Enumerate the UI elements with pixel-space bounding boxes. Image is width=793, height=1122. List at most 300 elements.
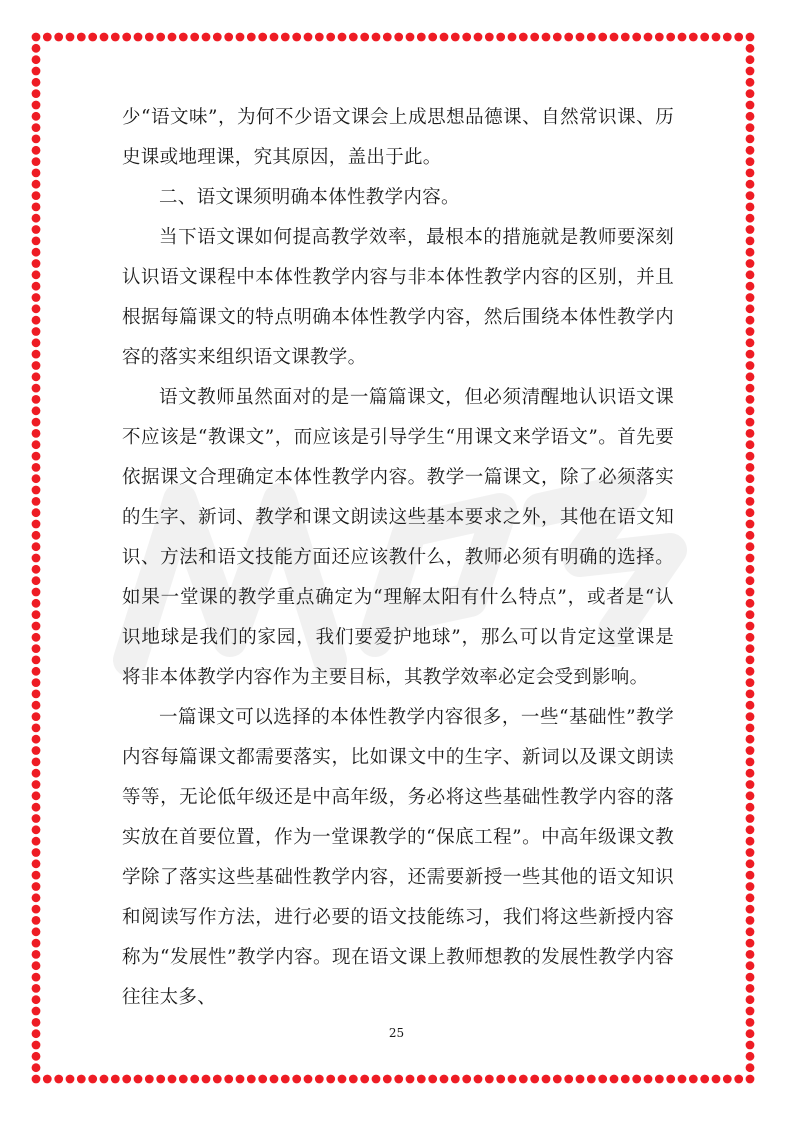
border-dot	[746, 973, 755, 982]
border-dot	[32, 372, 41, 381]
border-dot	[32, 157, 41, 166]
border-dot	[564, 33, 573, 42]
border-dot	[746, 576, 755, 585]
border-dot	[32, 327, 41, 336]
border-dot	[213, 33, 222, 42]
border-dot	[168, 33, 177, 42]
border-dot	[610, 33, 619, 42]
border-dot	[519, 1075, 528, 1084]
border-dot	[32, 769, 41, 778]
border-dot	[32, 882, 41, 891]
border-dot	[32, 361, 41, 370]
border-dot	[746, 135, 755, 144]
border-dot	[632, 33, 641, 42]
border-dot	[32, 112, 41, 121]
border-dot	[32, 588, 41, 597]
border-dot	[485, 33, 494, 42]
border-dot	[292, 1075, 301, 1084]
border-dot	[32, 735, 41, 744]
border-dot	[746, 939, 755, 948]
border-dot	[372, 1075, 381, 1084]
border-dot	[100, 1075, 109, 1084]
border-dot	[32, 497, 41, 506]
border-dot	[462, 33, 471, 42]
border-dot	[32, 259, 41, 268]
border-dot	[655, 33, 664, 42]
border-dot	[349, 1075, 358, 1084]
border-dot	[32, 463, 41, 472]
border-dot	[247, 33, 256, 42]
border-dot	[32, 803, 41, 812]
border-dot	[746, 610, 755, 619]
border-dot	[32, 927, 41, 936]
border-dot	[746, 599, 755, 608]
border-dot	[32, 565, 41, 574]
border-dot	[746, 565, 755, 574]
border-dot	[621, 33, 630, 42]
border-dot	[32, 599, 41, 608]
border-dot	[587, 1075, 596, 1084]
border-dot	[746, 225, 755, 234]
border-dot	[746, 837, 755, 846]
border-dot	[32, 814, 41, 823]
border-dot	[32, 191, 41, 200]
border-dot	[553, 33, 562, 42]
border-dot	[508, 1075, 517, 1084]
border-dot	[32, 656, 41, 665]
border-dot	[746, 791, 755, 800]
border-dot	[485, 1075, 494, 1084]
border-dot	[32, 282, 41, 291]
border-dot	[678, 33, 687, 42]
border-dot	[315, 33, 324, 42]
border-dot	[236, 33, 245, 42]
border-dot	[281, 1075, 290, 1084]
border-dot	[156, 33, 165, 42]
paragraph-1: 少“语文味”，为何不少语文课会上成思想品德课、自然常识课、历史课或地理课，究其原因，盖出于此。	[122, 107, 674, 168]
border-dot	[746, 327, 755, 336]
border-dot	[394, 33, 403, 42]
border-dot	[406, 33, 415, 42]
border-dot	[746, 656, 755, 665]
border-dot	[746, 191, 755, 200]
border-dot	[179, 1075, 188, 1084]
border-dot	[32, 644, 41, 653]
border-dot	[32, 520, 41, 529]
border-dot	[746, 882, 755, 891]
border-dot	[417, 33, 426, 42]
border-dot	[134, 33, 143, 42]
border-dot	[746, 101, 755, 110]
border-dot	[156, 1075, 165, 1084]
border-dot	[32, 531, 41, 540]
border-dot	[32, 123, 41, 132]
border-dot	[746, 452, 755, 461]
border-dot	[598, 33, 607, 42]
border-dot	[746, 338, 755, 347]
border-dot	[746, 372, 755, 381]
border-dot	[111, 33, 120, 42]
border-dot	[746, 961, 755, 970]
border-dot	[32, 712, 41, 721]
border-dot	[54, 1075, 63, 1084]
border-dot	[746, 214, 755, 223]
border-dot	[746, 33, 755, 42]
border-dot	[746, 497, 755, 506]
border-dot	[258, 1075, 267, 1084]
border-dot	[746, 814, 755, 823]
border-dot	[746, 690, 755, 699]
border-dot	[202, 33, 211, 42]
border-dot	[32, 1007, 41, 1016]
border-dot	[530, 33, 539, 42]
border-dot	[32, 44, 41, 53]
border-dot	[632, 1075, 641, 1084]
border-dot	[32, 871, 41, 880]
border-dot	[417, 1075, 426, 1084]
border-dot	[746, 44, 755, 53]
border-dot	[32, 701, 41, 710]
border-dot	[689, 1075, 698, 1084]
border-dot	[134, 1075, 143, 1084]
border-dot	[746, 146, 755, 155]
border-dot	[32, 554, 41, 563]
border-dot	[32, 33, 41, 42]
border-dot	[32, 667, 41, 676]
border-dot	[32, 984, 41, 993]
border-dot	[746, 282, 755, 291]
border-dot	[440, 1075, 449, 1084]
border-dot	[746, 463, 755, 472]
border-dot	[746, 395, 755, 404]
border-dot	[746, 1041, 755, 1050]
border-dot	[440, 33, 449, 42]
paragraph-2-heading: 二、语文课须明确本体性教学内容。	[159, 187, 460, 208]
paragraph-4: 语文教师虽然面对的是一篇篇课文，但必须清醒地认识语文课不应该是“教课文”，而应该是引导学生“用课文来学语文”。首先要依据课文合理确定本体性教学内容。教学一篇课文，除了必须落实的生字、新词、教学和课文朗读这些基本要求之外，其他在语文知识、方法和语文技能方面还应该教什么，教师必须有明确的选择。如果一堂课的教学重点确定为“理解太阳有什么特点”，或者是“认识地球是我们的家园，我们要爱护地球”，那么可以肯定这堂课是将非本体教学内容作为主要目标，其教学效率必定会受到影响。	[122, 387, 674, 688]
border-dot	[746, 259, 755, 268]
border-dot	[746, 905, 755, 914]
border-dot	[349, 33, 358, 42]
border-dot	[32, 237, 41, 246]
border-dot	[746, 248, 755, 257]
border-dot	[224, 33, 233, 42]
border-dot	[746, 588, 755, 597]
border-dot	[746, 724, 755, 733]
border-dot	[32, 135, 41, 144]
border-dot	[32, 690, 41, 699]
border-dot	[32, 508, 41, 517]
border-dot	[746, 418, 755, 427]
border-dot	[610, 1075, 619, 1084]
border-dot	[32, 338, 41, 347]
border-dot	[338, 1075, 347, 1084]
border-dot	[292, 33, 301, 42]
border-dot	[746, 859, 755, 868]
border-dot	[32, 1041, 41, 1050]
border-dot	[746, 67, 755, 76]
border-dot	[32, 791, 41, 800]
border-dot	[32, 89, 41, 98]
border-dot	[32, 316, 41, 325]
border-dot	[32, 724, 41, 733]
border-dot	[746, 1007, 755, 1016]
border-dot	[66, 33, 75, 42]
border-dot	[746, 848, 755, 857]
border-dot	[190, 33, 199, 42]
border-dot	[542, 33, 551, 42]
border-dot	[32, 848, 41, 857]
border-dot	[644, 1075, 653, 1084]
border-dot	[326, 33, 335, 42]
paragraph-3: 当下语文课如何提高教学效率，最根本的措施就是教师要深刻认识语文课程中本体性教学内容与非本体性教学内容的区别，并且根据每篇课文的特点明确本体性教学内容，然后围绕本体性教学内容的落实来组织语文课教学。	[122, 227, 674, 368]
border-dot	[32, 610, 41, 619]
border-dot	[746, 712, 755, 721]
border-dot	[746, 927, 755, 936]
border-dot	[236, 1075, 245, 1084]
border-dot	[678, 1075, 687, 1084]
border-dot	[746, 123, 755, 132]
border-dot	[32, 67, 41, 76]
border-dot	[43, 33, 52, 42]
border-dot	[746, 622, 755, 631]
border-dot	[746, 758, 755, 767]
border-dot	[519, 33, 528, 42]
border-dot	[32, 859, 41, 868]
border-dot	[689, 33, 698, 42]
border-dot	[746, 361, 755, 370]
border-dot	[258, 33, 267, 42]
border-dot	[32, 452, 41, 461]
border-dot	[32, 837, 41, 846]
border-dot	[428, 1075, 437, 1084]
border-dot	[326, 1075, 335, 1084]
border-dot	[32, 1063, 41, 1072]
border-dot	[746, 667, 755, 676]
border-dot	[496, 33, 505, 42]
border-dot	[746, 950, 755, 959]
border-dot	[451, 33, 460, 42]
border-dot	[32, 905, 41, 914]
border-dot	[32, 293, 41, 302]
border-dot	[315, 1075, 324, 1084]
border-dot	[746, 429, 755, 438]
border-dot	[66, 1075, 75, 1084]
border-dot	[32, 474, 41, 483]
border-dot	[746, 678, 755, 687]
border-dot	[406, 1075, 415, 1084]
border-dot	[746, 440, 755, 449]
border-dot	[564, 1075, 573, 1084]
border-dot	[168, 1075, 177, 1084]
border-dot	[43, 1075, 52, 1084]
border-dot	[746, 237, 755, 246]
border-dot	[746, 916, 755, 925]
border-dot	[32, 780, 41, 789]
border-dot	[77, 1075, 86, 1084]
border-dot	[32, 961, 41, 970]
border-dot	[88, 33, 97, 42]
border-dot	[666, 33, 675, 42]
border-dot	[32, 101, 41, 110]
border-dot	[32, 678, 41, 687]
border-dot	[304, 33, 313, 42]
border-dot	[32, 825, 41, 834]
border-dot	[621, 1075, 630, 1084]
border-dot	[746, 384, 755, 393]
border-dot	[32, 429, 41, 438]
border-dot	[32, 180, 41, 189]
border-dot	[190, 1075, 199, 1084]
border-dot	[111, 1075, 120, 1084]
border-dot	[32, 406, 41, 415]
border-dot	[746, 1063, 755, 1072]
border-dot	[32, 633, 41, 642]
border-dot	[247, 1075, 256, 1084]
border-dot	[734, 33, 743, 42]
border-dot	[712, 33, 721, 42]
border-dot	[32, 576, 41, 585]
border-dot	[746, 735, 755, 744]
border-dot	[383, 1075, 392, 1084]
border-dot	[746, 78, 755, 87]
border-dot	[666, 1075, 675, 1084]
border-dot	[576, 33, 585, 42]
border-dot	[122, 33, 131, 42]
border-dot	[32, 440, 41, 449]
border-dot	[281, 33, 290, 42]
border-dot	[746, 995, 755, 1004]
border-dot	[746, 1052, 755, 1061]
border-dot	[32, 1052, 41, 1061]
border-dot	[77, 33, 86, 42]
border-dot	[32, 78, 41, 87]
border-dot	[462, 1075, 471, 1084]
border-dot	[88, 1075, 97, 1084]
border-dot	[746, 803, 755, 812]
border-dot	[145, 1075, 154, 1084]
border-dot	[723, 33, 732, 42]
border-dot	[54, 33, 63, 42]
border-dot	[655, 1075, 664, 1084]
border-dot	[32, 916, 41, 925]
border-dot	[372, 33, 381, 42]
border-dot	[530, 1075, 539, 1084]
border-dot	[746, 520, 755, 529]
border-dot	[746, 644, 755, 653]
border-dot	[496, 1075, 505, 1084]
border-dot	[746, 780, 755, 789]
border-dot	[213, 1075, 222, 1084]
border-dot	[576, 1075, 585, 1084]
page-number: 25	[388, 1026, 405, 1040]
border-dot	[428, 33, 437, 42]
border-dot	[746, 55, 755, 64]
border-dot	[746, 406, 755, 415]
border-dot	[598, 1075, 607, 1084]
border-dot	[746, 112, 755, 121]
border-dot	[712, 1075, 721, 1084]
border-dot	[32, 418, 41, 427]
border-dot	[360, 33, 369, 42]
border-dot	[32, 746, 41, 755]
border-dot	[474, 1075, 483, 1084]
border-dot	[746, 180, 755, 189]
paragraph-5: 一篇课文可以选择的本体性教学内容很多，一些“基础性”教学内容每篇课文都需要落实，比如课文中的生字、新词以及课文朗读等等，无论低年级还是中高年级，务必将这些基础性教学内容的落实放在首要位置，作为一堂课教学的“保底工程”。中高年级课文教学除了落实这些基础性教学内容，还需要新授一些其他的语文知识和阅读写作方法，进行必要的语文技能练习，我们将这些新授内容称为“发展性”教学内容。现在语文课上教师想教的发展性教学内容往往太多、	[122, 707, 674, 1008]
border-dot	[746, 769, 755, 778]
body-text	[122, 98, 674, 1018]
border-dot	[270, 33, 279, 42]
border-dot	[746, 701, 755, 710]
border-dot	[32, 622, 41, 631]
border-dot	[304, 1075, 313, 1084]
border-dot	[746, 871, 755, 880]
border-dot	[32, 1075, 41, 1084]
border-dot	[32, 146, 41, 155]
border-dot	[746, 746, 755, 755]
border-dot	[179, 33, 188, 42]
border-dot	[746, 984, 755, 993]
border-dot	[32, 304, 41, 313]
border-dot	[746, 633, 755, 642]
border-dot	[734, 1075, 743, 1084]
border-dot	[746, 542, 755, 551]
border-dot	[644, 33, 653, 42]
border-dot	[32, 169, 41, 178]
border-dot	[100, 33, 109, 42]
border-dot	[700, 1075, 709, 1084]
border-dot	[746, 825, 755, 834]
border-dot	[32, 995, 41, 1004]
border-dot	[553, 1075, 562, 1084]
border-dot	[338, 33, 347, 42]
border-dot	[32, 893, 41, 902]
border-dot	[474, 33, 483, 42]
border-dot	[746, 316, 755, 325]
border-dot	[746, 531, 755, 540]
border-dot	[202, 1075, 211, 1084]
border-dot	[32, 270, 41, 279]
border-dot	[32, 384, 41, 393]
border-dot	[360, 1075, 369, 1084]
border-dot	[746, 486, 755, 495]
border-dot	[32, 395, 41, 404]
border-dot	[746, 89, 755, 98]
border-dot	[32, 758, 41, 767]
border-dot	[587, 33, 596, 42]
border-dot	[746, 1075, 755, 1084]
border-dot	[508, 33, 517, 42]
border-dot	[32, 55, 41, 64]
border-dot	[224, 1075, 233, 1084]
border-dot	[32, 973, 41, 982]
border-dot	[700, 33, 709, 42]
border-dot	[32, 248, 41, 257]
border-dot	[746, 270, 755, 279]
border-dot	[746, 157, 755, 166]
border-dot	[32, 350, 41, 359]
border-dot	[32, 950, 41, 959]
border-dot	[746, 304, 755, 313]
border-dot	[32, 214, 41, 223]
border-dot	[32, 486, 41, 495]
border-dot	[746, 293, 755, 302]
border-dot	[746, 893, 755, 902]
border-dot	[32, 203, 41, 212]
border-dot	[746, 203, 755, 212]
border-dot	[542, 1075, 551, 1084]
border-dot	[746, 554, 755, 563]
border-dot	[270, 1075, 279, 1084]
